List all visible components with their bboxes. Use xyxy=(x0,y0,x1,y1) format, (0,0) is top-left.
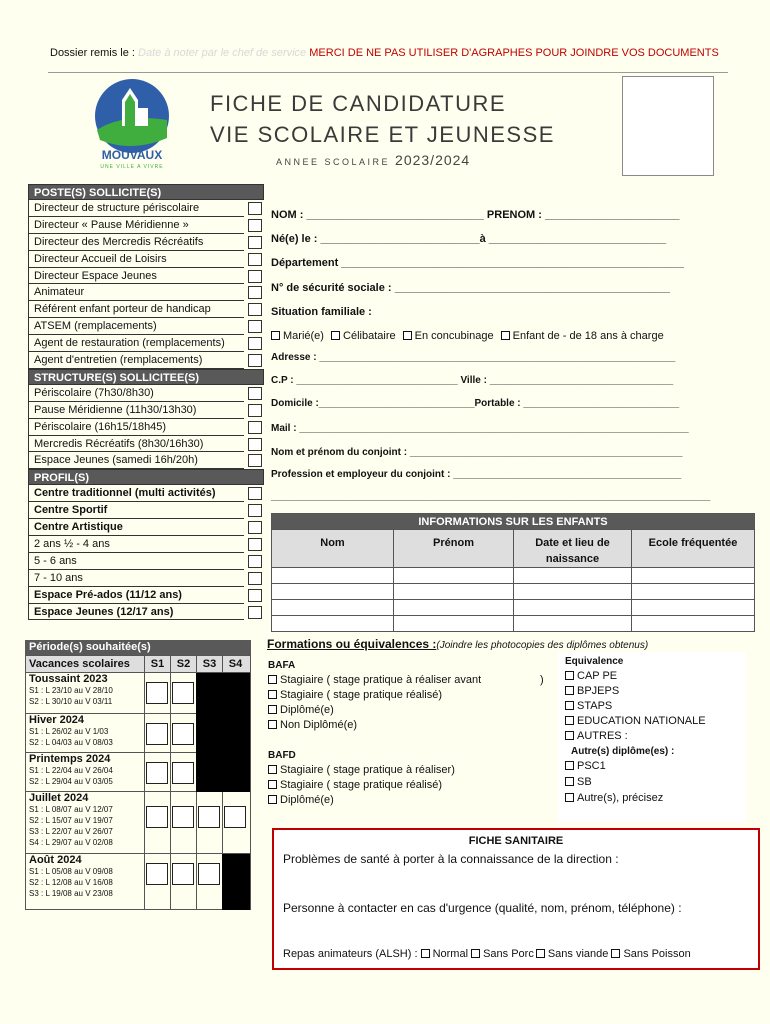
column-divider xyxy=(196,792,197,853)
periode-block xyxy=(25,792,251,854)
option-label: Stagiaire ( stage pratique réalisé) xyxy=(280,689,443,701)
periode-dates: S1 : L 05/08 au V 09/08 xyxy=(29,867,113,876)
week-checkbox[interactable] xyxy=(146,806,168,828)
profil-checkbox[interactable] xyxy=(248,606,262,619)
page-title xyxy=(210,88,555,150)
periode-dates: S2 : L 04/03 au V 08/03 xyxy=(29,738,113,747)
structures-checkbox[interactable] xyxy=(248,438,262,451)
bafa-paren: ) xyxy=(540,674,544,686)
column-divider xyxy=(196,854,197,909)
postes-checkbox[interactable] xyxy=(248,320,262,333)
column-divider xyxy=(170,673,171,713)
marie-checkbox[interactable] xyxy=(271,331,280,340)
unavailable-cell xyxy=(196,753,250,792)
structures-item-label: Espace Jeunes (samedi 16h/20h) xyxy=(34,454,198,467)
bafd-label: BAFD xyxy=(268,750,296,761)
enfant-cell[interactable] xyxy=(272,568,394,584)
profil-item xyxy=(28,570,244,587)
profil-item-label: 5 - 6 ans xyxy=(34,554,77,567)
profil-checkbox[interactable] xyxy=(248,504,262,517)
option-checkbox[interactable] xyxy=(268,795,277,804)
option-item xyxy=(565,730,706,745)
enfant-cell[interactable] xyxy=(272,600,394,616)
postes-item-label: Directeur Accueil de Loisirs xyxy=(34,252,167,265)
postes-checkbox[interactable] xyxy=(248,236,262,249)
structures-checkbox[interactable] xyxy=(248,421,262,434)
structures-item xyxy=(28,436,244,453)
unavailable-cell xyxy=(196,673,250,714)
postes-checkbox[interactable] xyxy=(248,202,262,215)
column-divider xyxy=(144,792,145,853)
periode-block xyxy=(25,673,251,714)
column-divider xyxy=(144,714,145,752)
situation-options xyxy=(271,330,664,342)
equivalence-label: Equivalence xyxy=(565,656,624,667)
periode-dates: S1 : L 26/02 au V 1/03 xyxy=(29,727,109,736)
periodes-header: Période(s) souhaitée(s) xyxy=(25,640,251,655)
postes-item-label: Animateur xyxy=(34,286,85,299)
option-checkbox[interactable] xyxy=(565,761,574,770)
postes-item xyxy=(28,234,244,251)
col-ecole: Ecole fréquentée xyxy=(632,530,755,568)
week-checkbox[interactable] xyxy=(172,806,194,828)
column-divider xyxy=(170,714,171,752)
periode-dates: S1 : L 23/10 au V 28/10 xyxy=(29,686,113,695)
postes-item-label: Agent d'entretien (remplacements) xyxy=(34,354,203,367)
enfant-row xyxy=(272,568,755,584)
warning-text: MERCI DE NE PAS UTILISER D'AGRAPHES POUR JOINDRE VOS DOCUMENTS xyxy=(306,47,719,59)
structures-item-label: Mercredis Récréatifs (8h30/16h30) xyxy=(34,437,204,450)
departement-field[interactable]: Département ________________________________________________________ xyxy=(271,257,684,269)
option-label: Stagiaire ( stage pratique à réaliser avant xyxy=(280,674,482,686)
postes-item xyxy=(28,352,244,369)
postes-item xyxy=(28,335,244,352)
profession-field[interactable]: Profession et employeur du conjoint : _________________________________________ xyxy=(271,469,682,480)
profil-item xyxy=(28,485,244,502)
periode-dates: S2 : L 12/08 au V 16/08 xyxy=(29,878,113,887)
logo-icon xyxy=(92,78,172,178)
periode-name: Hiver 2024 xyxy=(29,714,85,726)
periode-dates: S2 : L 30/10 au V 03/11 xyxy=(29,697,113,706)
option-item xyxy=(268,794,455,809)
profil-item xyxy=(28,604,244,621)
week-checkbox[interactable] xyxy=(172,762,194,784)
postes-checkbox[interactable] xyxy=(248,219,262,232)
col-naissance: Date et lieu de naissance xyxy=(514,530,632,568)
dossier-date-field[interactable]: Date à noter par le chef de service xyxy=(138,47,307,59)
profil-item-label: Centre Artistique xyxy=(34,521,123,534)
option-label: EDUCATION NATIONALE xyxy=(577,715,706,727)
structures-header: STRUCTURE(S) SOLLICITEE(S) xyxy=(28,369,264,385)
periode-dates: S3 : L 22/07 au V 26/07 xyxy=(29,827,113,836)
week-checkbox[interactable] xyxy=(146,863,168,885)
enfant-checkbox[interactable] xyxy=(501,331,510,340)
option-item xyxy=(565,776,663,792)
option-label: Autre(s), précisez xyxy=(577,792,664,804)
week-checkbox[interactable] xyxy=(146,762,168,784)
profil-item xyxy=(28,553,244,570)
option-label: Diplômé(e) xyxy=(280,794,334,806)
column-divider xyxy=(222,792,223,853)
periode-dates: S1 : L 08/07 au V 12/07 xyxy=(29,805,113,814)
postes-item xyxy=(28,217,244,234)
option-item xyxy=(565,792,663,808)
option-item xyxy=(565,700,706,715)
enfants-table xyxy=(271,513,755,632)
title-line-2: VIE SCOLAIRE ET JEUNESSE xyxy=(210,122,555,147)
col-s4: S4 xyxy=(222,656,248,672)
celibataire-checkbox[interactable] xyxy=(331,331,340,340)
enfant-cell[interactable] xyxy=(272,616,394,632)
col-nom: Nom xyxy=(272,530,394,568)
col-prenom: Prénom xyxy=(394,530,514,568)
postes-item xyxy=(28,301,244,318)
postes-header: POSTE(S) SOLLICITE(S) xyxy=(28,184,264,200)
option-checkbox[interactable] xyxy=(268,765,277,774)
week-checkbox[interactable] xyxy=(198,806,220,828)
postes-item-label: Directeur des Mercredis Récréatifs xyxy=(34,235,204,248)
option-label: CAP PE xyxy=(577,670,618,682)
repas-sans-viande-checkbox[interactable] xyxy=(536,949,545,958)
option-checkbox[interactable] xyxy=(565,793,574,802)
concubinage-checkbox[interactable] xyxy=(403,331,412,340)
sanitaire-title: FICHE SANITAIRE xyxy=(468,835,564,847)
structures-checkbox[interactable] xyxy=(248,404,262,417)
postes-item xyxy=(28,268,244,285)
profil-item xyxy=(28,536,244,553)
enfant-cell[interactable] xyxy=(394,616,514,632)
option-label: AUTRES : xyxy=(577,730,628,742)
option-item xyxy=(565,715,706,730)
enfant-row xyxy=(272,584,755,600)
celibataire-label: Célibataire xyxy=(343,330,396,342)
formations-title-text: Formations ou équivalences : xyxy=(267,637,437,651)
enfant-row xyxy=(272,600,755,616)
col-s3: S3 xyxy=(196,656,222,672)
postes-item xyxy=(28,284,244,301)
week-checkbox[interactable] xyxy=(146,682,168,704)
repas-label: Repas animateurs (ALSH) : xyxy=(283,948,421,960)
option-checkbox[interactable] xyxy=(268,780,277,789)
fiche-sanitaire xyxy=(272,828,760,970)
unavailable-cell xyxy=(196,714,250,753)
profil-item-label: Espace Pré-ados (11/12 ans) xyxy=(34,588,182,601)
equivalence-box xyxy=(558,652,746,822)
option-checkbox[interactable] xyxy=(268,705,277,714)
profil-checkbox[interactable] xyxy=(248,521,262,534)
repas-normal-checkbox[interactable] xyxy=(421,949,430,958)
option-checkbox[interactable] xyxy=(268,690,277,699)
enfant-label: Enfant de - de 18 ans à charge xyxy=(512,330,664,342)
autres-list xyxy=(565,760,663,808)
col-s1: S1 xyxy=(144,656,170,672)
option-label: Stagiaire ( stage pratique à réaliser) xyxy=(280,764,455,776)
periode-name: Juillet 2024 xyxy=(29,792,89,804)
profil-header: PROFIL(S) xyxy=(28,469,264,485)
postes-item xyxy=(28,251,244,268)
structures-item-label: Périscolaire (7h30/8h30) xyxy=(34,386,154,399)
enfant-cell[interactable] xyxy=(514,600,632,616)
secu-field[interactable]: N° de sécurité sociale : _____________________________________________ xyxy=(271,282,670,294)
enfant-cell[interactable] xyxy=(394,568,514,584)
situation-label: Situation familiale : xyxy=(271,306,372,318)
enfant-cell[interactable] xyxy=(514,568,632,584)
logo-name: MOUVAUX xyxy=(101,148,163,162)
mail-field[interactable]: Mail : ______________________________________________________________________ xyxy=(271,423,689,434)
bafa-list xyxy=(268,674,481,734)
enfant-cell[interactable] xyxy=(514,616,632,632)
logo-tagline: UNE VILLE A VIVRE xyxy=(100,164,164,170)
structures-checkbox[interactable] xyxy=(248,387,262,400)
periode-name: Printemps 2024 xyxy=(29,753,111,765)
conjoint-field[interactable]: Nom et prénom du conjoint : _________________________________________________ xyxy=(271,447,683,458)
option-checkbox[interactable] xyxy=(565,777,574,786)
unavailable-cell xyxy=(222,854,250,910)
periode-dates: S2 : L 29/04 au V 03/05 xyxy=(29,777,113,786)
profil-checkbox[interactable] xyxy=(248,538,262,551)
postes-checkbox[interactable] xyxy=(248,337,262,350)
structures-item xyxy=(28,419,244,436)
dossier-line xyxy=(50,47,719,59)
bafd-list xyxy=(268,764,455,809)
option-item xyxy=(268,719,481,734)
periode-dates: S3 : L 19/08 au V 23/08 xyxy=(29,889,113,898)
repas-sans-poisson-label: Sans Poisson xyxy=(623,948,691,960)
structures-checkbox[interactable] xyxy=(248,454,262,467)
option-item xyxy=(565,760,663,776)
sante-question[interactable]: Problèmes de santé à porter à la connaissance de la direction : xyxy=(283,852,619,866)
vacances-label: Vacances scolaires xyxy=(29,658,130,670)
option-item xyxy=(565,670,706,685)
profil-checkbox[interactable] xyxy=(248,487,262,500)
enfant-cell[interactable] xyxy=(632,616,755,632)
repas-normal-label: Normal xyxy=(432,948,469,960)
enfant-row xyxy=(272,616,755,632)
repas-sans-porc-checkbox[interactable] xyxy=(471,949,480,958)
periode-name: Toussaint 2023 xyxy=(29,673,108,685)
profil-item-label: 2 ans ½ - 4 ans xyxy=(34,538,110,551)
option-label: STAPS xyxy=(577,700,613,712)
postes-item xyxy=(28,318,244,335)
enfant-cell[interactable] xyxy=(632,584,755,600)
equivalence-list xyxy=(565,670,706,745)
option-checkbox[interactable] xyxy=(565,731,574,740)
option-label: PSC1 xyxy=(577,760,606,772)
repas-sans-porc-label: Sans Porc xyxy=(483,948,534,960)
adresse-field[interactable]: Adresse : ________________________________________________________________ xyxy=(271,352,676,363)
repas-sans-viande-label: Sans viande xyxy=(547,948,609,960)
periode-name: Août 2024 xyxy=(29,854,82,866)
periode-block xyxy=(25,753,251,792)
periode-dates: S2 : L 15/07 au V 19/07 xyxy=(29,816,113,825)
bafa-label: BAFA xyxy=(268,660,296,671)
profil-item-label: Espace Jeunes (12/17 ans) xyxy=(34,605,174,618)
enfant-cell[interactable] xyxy=(272,584,394,600)
postes-checkbox[interactable] xyxy=(248,303,262,316)
cp-ville-field[interactable]: C.P : _____________________________ Ville : _________________________________ xyxy=(271,375,674,386)
repas-line xyxy=(283,948,691,960)
formations-note: (Joindre les photocopies des diplômes obtenus) xyxy=(436,640,649,651)
school-year xyxy=(276,152,470,168)
option-item xyxy=(565,685,706,700)
option-checkbox[interactable] xyxy=(268,675,277,684)
column-divider xyxy=(170,792,171,853)
postes-checkbox[interactable] xyxy=(248,253,262,266)
option-checkbox[interactable] xyxy=(268,720,277,729)
structures-item xyxy=(28,402,244,419)
header-divider xyxy=(48,72,728,73)
structures-item-label: Pause Méridienne (11h30/13h30) xyxy=(34,403,197,416)
formations-title xyxy=(267,637,648,651)
mouvaux-logo xyxy=(92,78,172,178)
option-item xyxy=(268,779,455,794)
option-checkbox[interactable] xyxy=(565,716,574,725)
profil-item xyxy=(28,502,244,519)
enfants-title: INFORMATIONS SUR LES ENFANTS xyxy=(272,514,755,530)
periode-block xyxy=(25,854,251,910)
profil-item xyxy=(28,519,244,536)
periodes-table xyxy=(25,640,251,910)
option-label: BPJEPS xyxy=(577,685,620,697)
option-item xyxy=(268,764,455,779)
periode-dates: S4 : L 29/07 au V 02/08 xyxy=(29,838,113,847)
blank-line-field[interactable]: _______________________________________________________________________________ xyxy=(271,491,711,502)
postes-item-label: Agent de restauration (remplacements) xyxy=(34,337,225,350)
option-checkbox[interactable] xyxy=(565,701,574,710)
postes-checkbox[interactable] xyxy=(248,270,262,283)
postes-item-label: Référent enfant porteur de handicap xyxy=(34,303,211,316)
profil-item xyxy=(28,587,244,604)
week-checkbox[interactable] xyxy=(224,806,246,828)
photo-box[interactable] xyxy=(622,76,714,176)
option-label: Stagiaire ( stage pratique réalisé) xyxy=(280,779,443,791)
periodes-columns xyxy=(25,655,251,673)
telephone-field[interactable]: Domicile :____________________________Portable : ____________________________ xyxy=(271,398,680,409)
option-label: SB xyxy=(577,776,592,788)
option-item xyxy=(268,674,481,689)
periode-dates: S1 : L 22/04 au V 26/04 xyxy=(29,766,113,775)
option-label: Diplômé(e) xyxy=(280,704,334,716)
profil-checkbox[interactable] xyxy=(248,572,262,585)
week-checkbox[interactable] xyxy=(146,723,168,745)
postes-checkbox[interactable] xyxy=(248,354,262,367)
postes-item-label: Directeur de structure périscolaire xyxy=(34,202,200,214)
enfant-cell[interactable] xyxy=(632,568,755,584)
repas-sans-poisson-checkbox[interactable] xyxy=(611,949,620,958)
option-checkbox[interactable] xyxy=(565,686,574,695)
profil-item-label: Centre Sportif xyxy=(34,504,108,517)
naissance-field[interactable]: Né(e) le : __________________________à _____________________________ xyxy=(271,233,667,245)
year-value: 2023/2024 xyxy=(395,152,471,168)
option-item xyxy=(268,704,481,719)
structures-item-label: Périscolaire (16h15/18h45) xyxy=(34,420,167,433)
column-divider xyxy=(170,854,171,909)
structures-item xyxy=(28,452,244,469)
nom-prenom-field[interactable]: NOM : _____________________________ PRENOM : ______________________ xyxy=(271,209,680,221)
enfant-cell[interactable] xyxy=(514,584,632,600)
option-item xyxy=(268,689,481,704)
profil-checkbox[interactable] xyxy=(248,589,262,602)
week-checkbox[interactable] xyxy=(172,863,194,885)
title-line-1: FICHE DE CANDIDATURE xyxy=(210,91,507,116)
enfant-cell[interactable] xyxy=(394,584,514,600)
col-s2: S2 xyxy=(170,656,196,672)
postes-item xyxy=(28,200,244,217)
column-divider xyxy=(144,673,145,713)
profil-item-label: Centre traditionnel (multi activités) xyxy=(34,487,216,500)
periode-block xyxy=(25,714,251,753)
urgence-question[interactable]: Personne à contacter en cas d'urgence (qualité, nom, prénom, téléphone) : xyxy=(283,901,682,915)
column-divider xyxy=(144,854,145,909)
enfant-cell[interactable] xyxy=(632,600,755,616)
postes-checkbox[interactable] xyxy=(248,286,262,299)
column-divider xyxy=(170,753,171,791)
year-label: ANNEE SCOLAIRE xyxy=(276,157,396,167)
week-checkbox[interactable] xyxy=(172,723,194,745)
profil-item-label: 7 - 10 ans xyxy=(34,571,83,584)
marie-label: Marié(e) xyxy=(283,330,324,342)
week-checkbox[interactable] xyxy=(198,863,220,885)
column-divider xyxy=(144,753,145,791)
week-checkbox[interactable] xyxy=(172,682,194,704)
autres-diplomes-label: Autre(s) diplôme(es) : xyxy=(571,746,675,757)
postes-item-label: Directeur Espace Jeunes xyxy=(34,269,157,282)
option-label: Non Diplômé(e) xyxy=(280,719,358,731)
profil-checkbox[interactable] xyxy=(248,555,262,568)
enfant-cell[interactable] xyxy=(394,600,514,616)
postes-item-label: ATSEM (remplacements) xyxy=(34,320,157,333)
option-checkbox[interactable] xyxy=(565,671,574,680)
structures-item xyxy=(28,385,244,402)
postes-list xyxy=(28,184,264,620)
dossier-label: Dossier remis le : xyxy=(50,47,139,59)
postes-item-label: Directeur « Pause Méridienne » xyxy=(34,218,189,231)
concubinage-label: En concubinage xyxy=(414,330,494,342)
